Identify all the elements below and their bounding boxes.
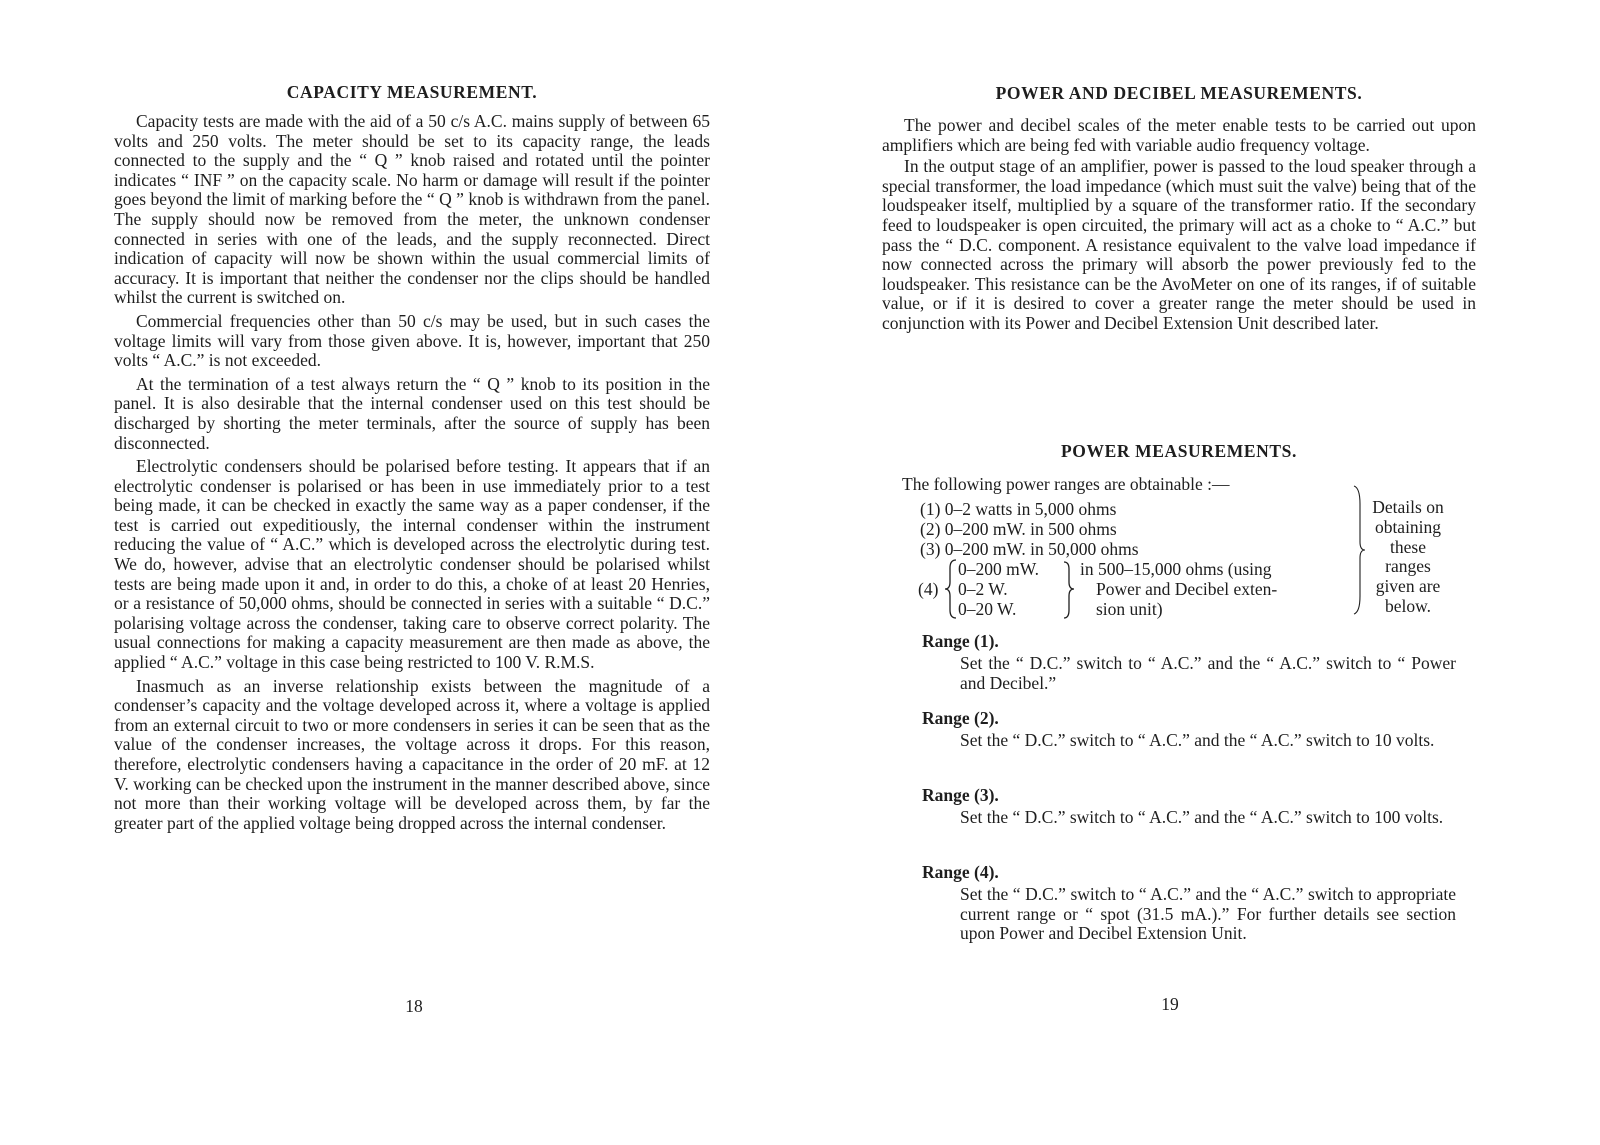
range-4-value: 0–2 W. bbox=[958, 579, 1008, 599]
left-curly-brace bbox=[944, 558, 958, 620]
power-measurements-heading: POWER MEASUREMENTS. bbox=[1060, 441, 1297, 461]
right-curly-brace bbox=[1062, 560, 1076, 620]
details-line: below. bbox=[1384, 595, 1431, 616]
range-line: (1) 0–2 watts in 5,000 ohms bbox=[920, 499, 1117, 519]
capacity-body bbox=[114, 112, 710, 833]
paragraph: Capacity tests are made with the aid of a 50 c/s A.C. mains supply of between 65 volts and 250 volts. The meter should be set to its capacity range, the leads connected to the supply and the “ Q ” knob raised and rotated until the pointer indicates “ INF ” on the capacity scale. No harm or damage will result if the pointer goes beyond the limit of marking before the “ Q ” knob is withdrawn from the panel. The supply should now be removed from the meter, the unknown condenser connected in series with one of the leads, and the supply reconnected. Direct indication of capacity will now be shown within the usual commercial limits of accuracy. It is important that neither the condenser nor the clips should be handled whilst the current is switched on. bbox=[114, 111, 710, 308]
range-3-heading: Range (3). bbox=[922, 785, 999, 805]
page-number: 19 bbox=[1161, 994, 1179, 1014]
range-4-heading: Range (4). bbox=[922, 862, 999, 882]
details-line: given are bbox=[1375, 576, 1441, 597]
paragraph: In the output stage of an amplifier, power is passed to the loud speaker through a special transformer, the load impedance (which must suit the valve) being that of the loudspeaker itself, multiplied by a square of the transformer ratio. If the secondary feed to loudspeaker is open circuited, the primary will act as a choke to “ A.C.” but pass the “ D.C. component. A resistance equivalent to the valve load impedance if now connected across the primary will absorb the power previously fed to the loudspeaker. This resistance can be the AvoMeter on one of its ranges, if of suitable value, or if it is desired to cover a greater range the meter should be used in conjunction with its Power and Decibel Extension Unit described later. bbox=[882, 156, 1476, 333]
page-number: 18 bbox=[405, 996, 423, 1016]
range-4-value: 0–200 mW. bbox=[958, 559, 1040, 579]
ranges-intro: The following power ranges are obtainable :— bbox=[902, 474, 1230, 494]
power-decibel-body bbox=[882, 116, 1476, 334]
paragraph: Electrolytic condensers should be polarised before testing. It appears that if an electrolytic condenser is polarised or has been in use immediately prior to a test being made, it can be checked in exactly the same way as a paper condenser, if the test is carried out expeditiously, the internal condenser within the instrument reducing the value of “ A.C.” which is developed across the electrolytic during test. We do, however, advise that an electrolytic condenser should be polarised whilst tests are being made upon it and, in order to do this, a choke of at least 20 Henries, or a resistance of 50,000 ohms, should be connected in series with a suitable “ D.C.” polarising voltage across the condenser, taking care to observe correct polarity. The usual connections for making a capacity measurement are then made as above, the applied “ A.C.” voltage in this case being restricted to 100 V. R.M.S. bbox=[114, 456, 710, 673]
range-4-text: Set the “ D.C.” switch to “ A.C.” and the “ A.C.” switch to appropriate current range or “ spot (31.5 mA.).” For further details see section upon Power and Decibel Extension Unit. bbox=[960, 884, 1456, 944]
paragraph: Inasmuch as an inverse relationship exists between the magnitude of a condenser’s capacity and the voltage developed across it, where a voltage is applied from an external circuit to two or more condensers in series it can be seen that as the value of the condenser increases, the voltage across it drops. For this reason, therefore, electrolytic condensers having a capacitance in the order of 20 mF. at 12 V. working can be checked upon the instrument in the manner described above, since not more than their working voltage will be developed across them, by far the greater part of the applied voltage being dropped across the internal condenser. bbox=[114, 675, 710, 833]
range-3-text: Set the “ D.C.” switch to “ A.C.” and the “ A.C.” switch to 100 volts. bbox=[960, 807, 1444, 827]
power-decibel-heading: POWER AND DECIBEL MEASUREMENTS. bbox=[995, 83, 1363, 103]
details-line: ranges bbox=[1385, 556, 1431, 577]
range-4-value: 0–20 W. bbox=[958, 599, 1017, 619]
paragraph: Commercial frequencies other than 50 c/s may be used, but in such cases the voltage limits will vary from those given above. It is, however, important that 250 volts “ A.C.” is not exceeded. bbox=[114, 310, 710, 371]
range-line: (3) 0–200 mW. in 50,000 ohms bbox=[920, 539, 1139, 559]
range-1-text: Set the “ D.C.” switch to “ A.C.” and the “ A.C.” switch to “ Power and Decibel.” bbox=[960, 653, 1456, 693]
range-4-note: sion unit) bbox=[1096, 599, 1163, 619]
range-2-heading: Range (2). bbox=[922, 708, 999, 728]
range-1-heading: Range (1). bbox=[922, 631, 999, 651]
paragraph: At the termination of a test always return the “ Q ” knob to its position in the panel. It is also desirable that the internal condenser used on this test should be discharged by shorting the meter terminals, after the source of supply has been disconnected. bbox=[114, 373, 710, 453]
range-4-note: in 500–15,000 ohms (using bbox=[1080, 559, 1272, 579]
details-line: these bbox=[1390, 536, 1426, 557]
range-4-number: (4) bbox=[918, 579, 939, 599]
range-2-text: Set the “ D.C.” switch to “ A.C.” and the “ A.C.” switch to 10 volts. bbox=[960, 730, 1435, 750]
details-line: obtaining bbox=[1374, 516, 1442, 537]
details-line: Details on bbox=[1372, 497, 1444, 517]
range-4-note: Power and Decibel exten- bbox=[1096, 579, 1278, 599]
range-line: (2) 0–200 mW. in 500 ohms bbox=[920, 519, 1117, 539]
paragraph: The power and decibel scales of the meter enable tests to be carried out upon amplifiers which are being fed with variable audio frequency voltage. bbox=[882, 115, 1476, 155]
details-note bbox=[1360, 498, 1456, 617]
right-page bbox=[800, 0, 1600, 1145]
capacity-heading: CAPACITY MEASUREMENT. bbox=[286, 82, 538, 102]
